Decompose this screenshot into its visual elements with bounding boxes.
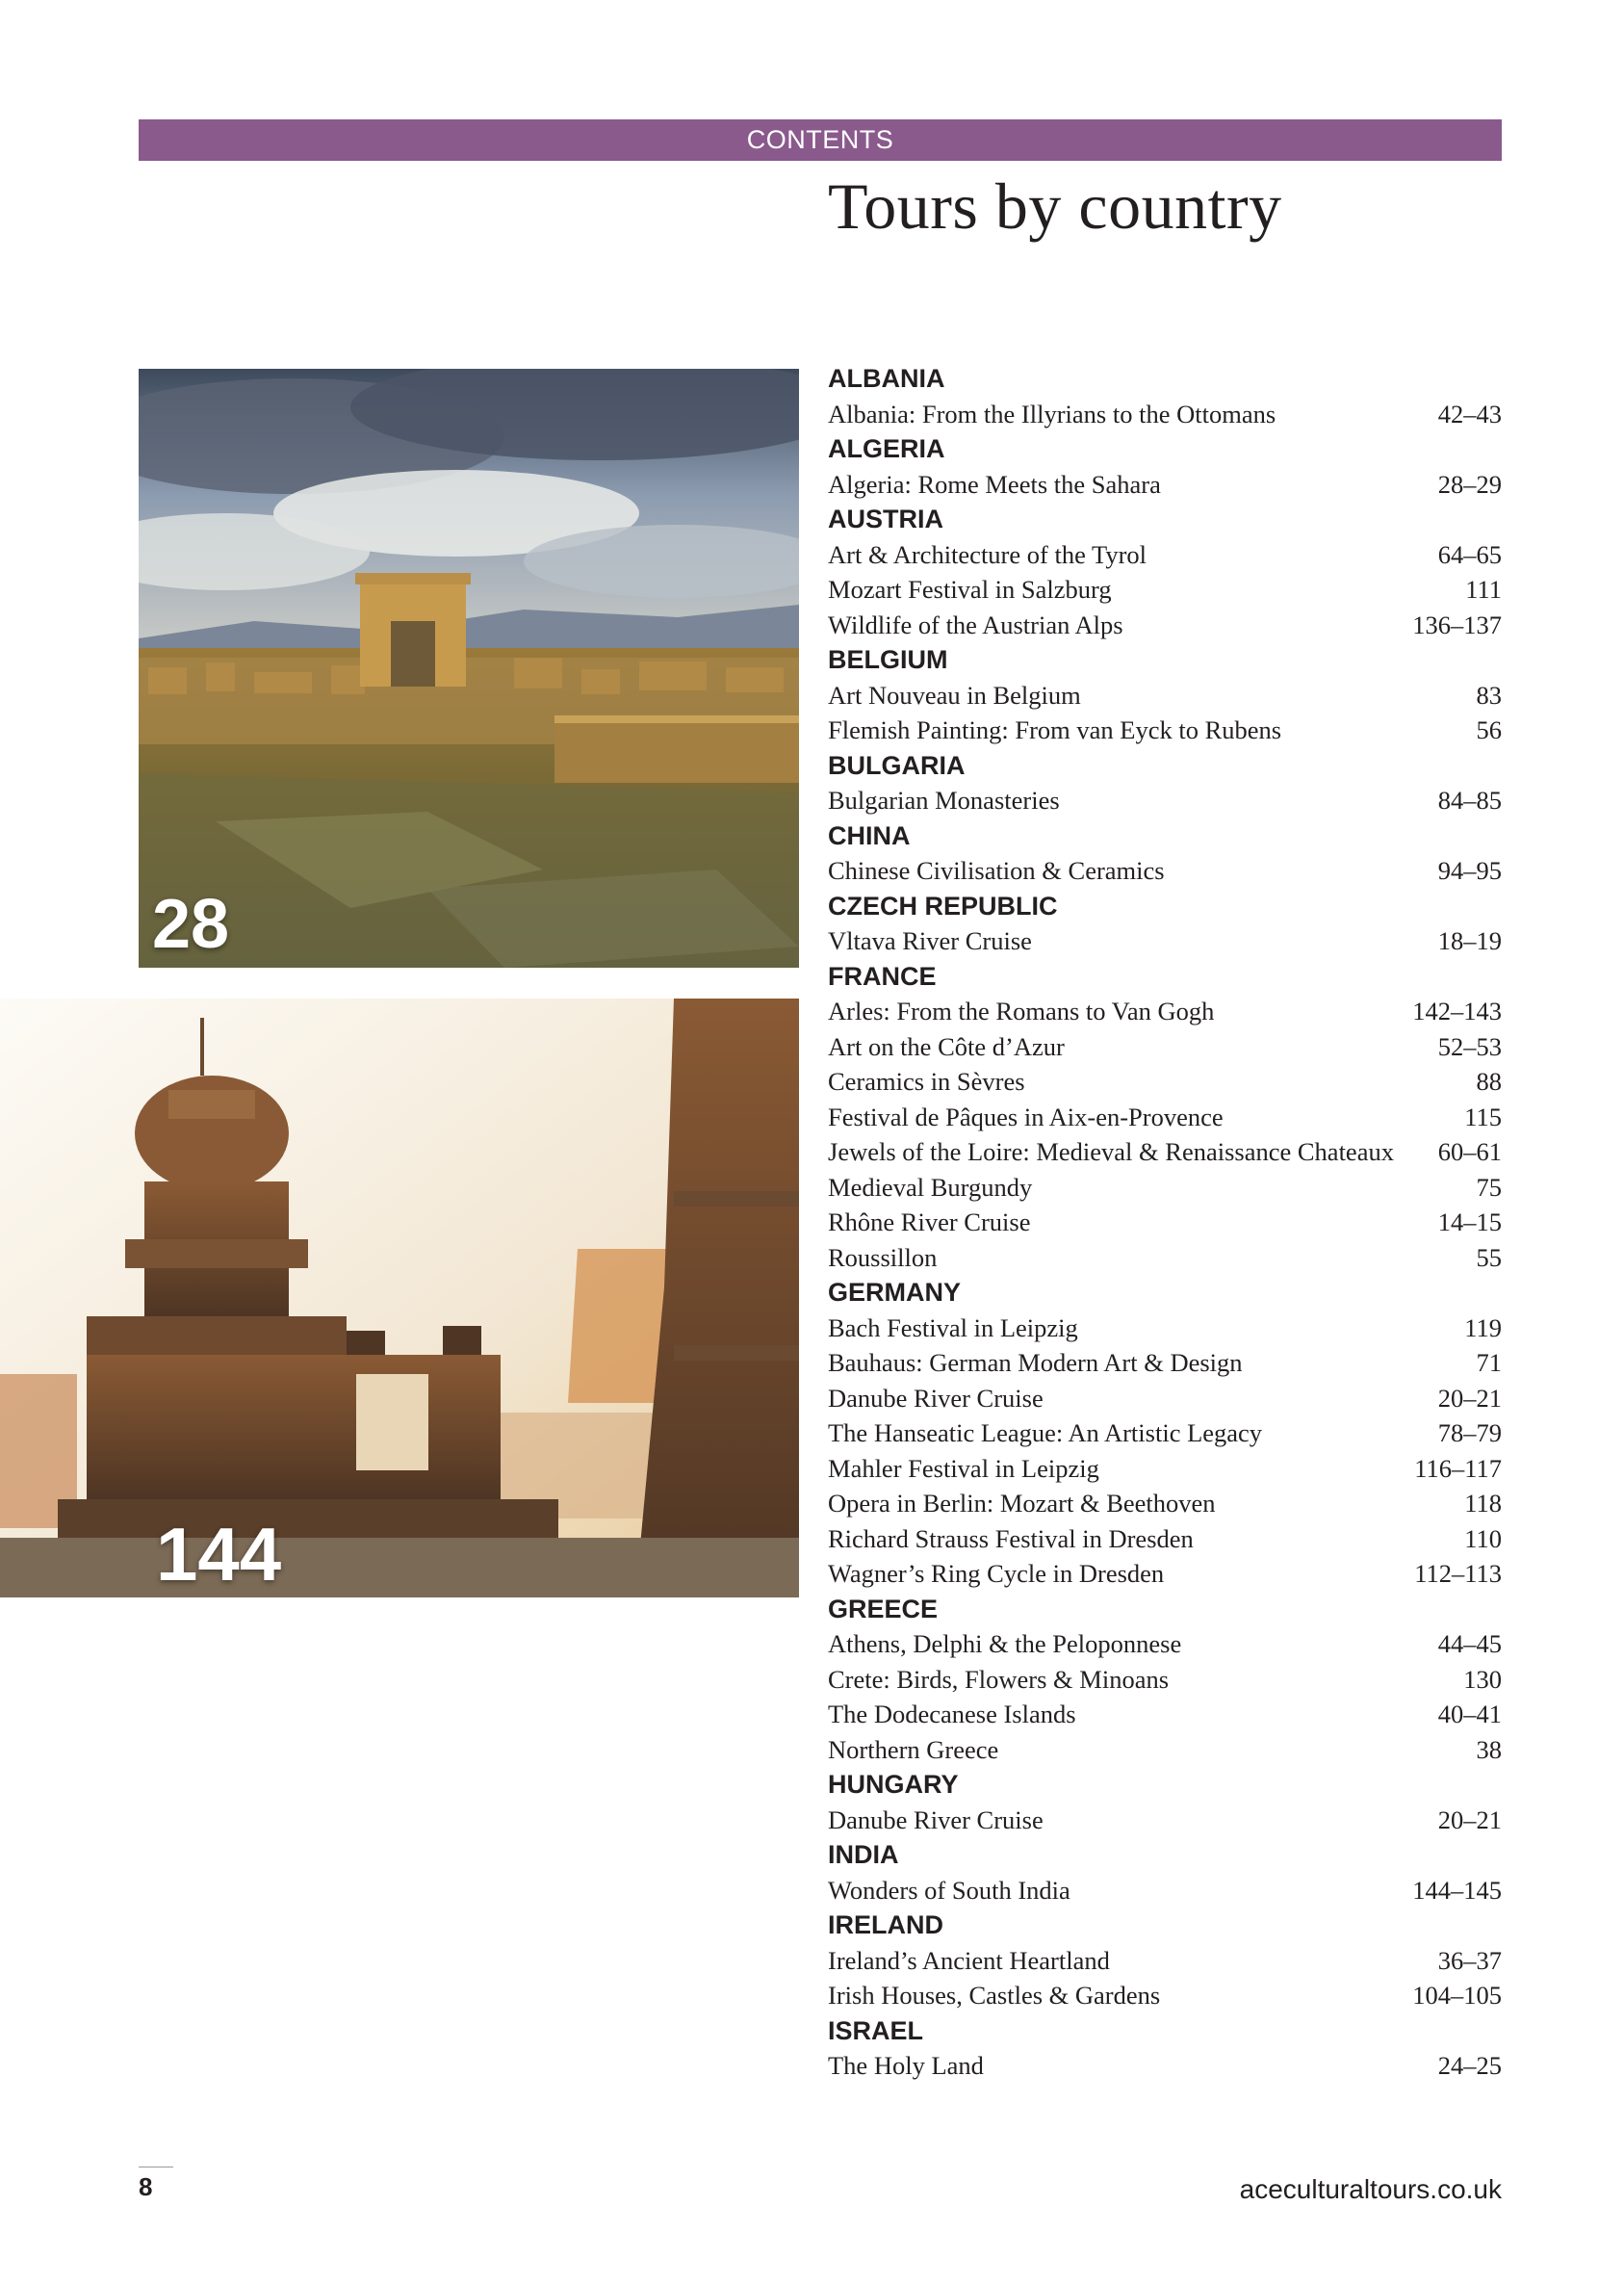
tour-entry[interactable] (828, 678, 1502, 714)
country-heading: INDIA (828, 1840, 899, 1869)
tour-entry[interactable] (828, 853, 1502, 889)
algeria-ruins-photo (139, 369, 799, 968)
tour-entry[interactable] (828, 1732, 1502, 1768)
tour-page-range: 136–137 (1412, 610, 1502, 639)
tour-entry[interactable] (828, 1451, 1502, 1487)
tour-page-range: 116–117 (1414, 1453, 1502, 1483)
tour-page-range: 142–143 (1412, 997, 1502, 1025)
tour-name: Rhône River Cruise (828, 1207, 1031, 1236)
tour-page-range: 14–15 (1437, 1207, 1502, 1236)
tour-page-range: 40–41 (1437, 1700, 1502, 1728)
tour-name: Opera in Berlin: Mozart & Beethoven (828, 1489, 1216, 1518)
tour-name: Art on the Côte d’Azur (828, 1031, 1065, 1061)
tour-page-range: 18–19 (1437, 926, 1502, 955)
tour-entry[interactable] (828, 713, 1502, 748)
tour-page-range: 20–21 (1437, 1804, 1502, 1834)
tour-name: Wagner’s Ring Cycle in Dresden (828, 1559, 1165, 1588)
tour-page-range: 56 (1476, 715, 1502, 744)
tour-name: Richard Strauss Festival in Dresden (828, 1523, 1194, 1553)
contents-banner (139, 119, 1502, 161)
tour-entry[interactable] (828, 1521, 1502, 1557)
tour-name: Vltava River Cruise (828, 926, 1032, 955)
tour-name: Jewels of the Loire: Medieval & Renaissance Chateaux (828, 1137, 1394, 1166)
tour-name: Mahler Festival in Leipzig (828, 1453, 1099, 1483)
tour-entry[interactable] (828, 1415, 1502, 1451)
tour-page-range: 24–25 (1437, 2051, 1502, 2080)
tour-name: Danube River Cruise (828, 1383, 1044, 1413)
tour-name: Ireland’s Ancient Heartland (828, 1945, 1110, 1975)
tour-page-range: 115 (1464, 1102, 1502, 1131)
tour-entry[interactable] (828, 572, 1502, 608)
country-heading: GREECE (828, 1594, 939, 1623)
tour-entry[interactable] (828, 1873, 1502, 1908)
tour-entry[interactable] (828, 1134, 1502, 1170)
tour-page-range: 84–85 (1437, 786, 1502, 815)
tour-page-range: 44–45 (1437, 1629, 1502, 1658)
country-heading: ALGERIA (828, 434, 945, 463)
country-heading: AUSTRIA (828, 505, 943, 533)
tour-name: Albania: From the Illyrians to the Ottomans (828, 399, 1276, 428)
tour-entry[interactable] (828, 1029, 1502, 1065)
tour-name: The Holy Land (828, 2051, 984, 2080)
tour-page-range: 83 (1476, 680, 1502, 710)
photo-page-label: 144 (156, 1512, 282, 1596)
tour-name: Flemish Painting: From van Eyck to Rubens (828, 715, 1282, 744)
country-heading: ISRAEL (828, 2015, 924, 2045)
section-label: CONTENTS (746, 125, 894, 154)
algeria-ruins-image (139, 369, 799, 968)
tour-name: Bulgarian Monasteries (828, 786, 1060, 815)
tour-page-range: 119 (1464, 1312, 1502, 1342)
tour-entry[interactable] (828, 1064, 1502, 1100)
country-heading: CHINA (828, 820, 911, 850)
tour-name: Northern Greece (828, 1734, 999, 1764)
tour-entry[interactable] (828, 783, 1502, 818)
tour-name: Art & Architecture of the Tyrol (828, 539, 1147, 569)
country-heading: HUNGARY (828, 1770, 959, 1799)
tour-name: Athens, Delphi & the Peloponnese (828, 1629, 1182, 1658)
tour-page-range: 71 (1476, 1348, 1502, 1377)
photo-page-label: 28 (152, 886, 230, 963)
tour-name: Chinese Civilisation & Ceramics (828, 856, 1165, 885)
tour-name: Bach Festival in Leipzig (828, 1312, 1078, 1342)
tour-entry[interactable] (828, 1311, 1502, 1346)
tour-name: Art Nouveau in Belgium (828, 680, 1081, 710)
tour-name: Danube River Cruise (828, 1804, 1044, 1834)
tour-name: Algeria: Rome Meets the Sahara (828, 469, 1161, 499)
tour-entry[interactable] (828, 1803, 1502, 1838)
tour-page-range: 118 (1464, 1489, 1502, 1518)
tour-entry[interactable] (828, 1697, 1502, 1732)
tour-page-range: 78–79 (1437, 1418, 1502, 1447)
country-heading: BULGARIA (828, 750, 966, 780)
tour-page-range: 112–113 (1414, 1559, 1502, 1588)
tour-entry[interactable] (828, 1170, 1502, 1206)
tour-entry[interactable] (828, 537, 1502, 573)
country-heading: IRELAND (828, 1910, 943, 1939)
tour-page-range: 52–53 (1437, 1031, 1502, 1061)
tour-name: Mozart Festival in Salzburg (828, 575, 1112, 604)
tour-name: The Dodecanese Islands (828, 1700, 1076, 1728)
tour-name: Crete: Birds, Flowers & Minoans (828, 1664, 1170, 1694)
tour-page-range: 60–61 (1437, 1137, 1502, 1166)
tour-page-range: 110 (1464, 1523, 1502, 1553)
tours-by-country-list (828, 361, 1502, 2084)
tour-name: Irish Houses, Castles & Gardens (828, 1981, 1161, 2010)
tour-entry[interactable] (828, 1662, 1502, 1698)
tour-page-range: 55 (1476, 1242, 1502, 1272)
country-heading: ALBANIA (828, 364, 945, 393)
tour-entry[interactable] (828, 467, 1502, 503)
tour-entry[interactable] (828, 1381, 1502, 1416)
tour-page-range: 88 (1476, 1067, 1502, 1096)
india-temple-image (0, 999, 799, 1597)
country-heading: CZECH REPUBLIC (828, 891, 1058, 921)
tour-page-range: 38 (1476, 1734, 1502, 1764)
page-title: Tours by country (828, 169, 1282, 243)
tour-entry[interactable] (828, 397, 1502, 432)
website-url: aceculturaltours.co.uk (1239, 2174, 1502, 2204)
country-heading: BELGIUM (828, 645, 948, 674)
tour-page-range: 64–65 (1437, 539, 1502, 569)
tour-name: Festival de Pâques in Aix-en-Provence (828, 1102, 1224, 1131)
tour-name: Wonders of South India (828, 1875, 1070, 1905)
tour-entry[interactable] (828, 1240, 1502, 1276)
tour-entry[interactable] (828, 608, 1502, 643)
tour-name: Ceramics in Sèvres (828, 1067, 1025, 1096)
tour-page-range: 42–43 (1437, 399, 1502, 428)
india-temple-photo (0, 999, 799, 1597)
tour-name: Wildlife of the Austrian Alps (828, 610, 1123, 639)
tour-entry[interactable] (828, 1345, 1502, 1381)
country-heading: FRANCE (828, 961, 937, 991)
tour-name: The Hanseatic League: An Artistic Legacy (828, 1418, 1263, 1447)
tour-entry[interactable] (828, 1205, 1502, 1240)
tour-entry[interactable] (828, 1556, 1502, 1592)
tour-page-range: 28–29 (1437, 469, 1502, 499)
tour-entry[interactable] (828, 923, 1502, 959)
tour-name: Bauhaus: German Modern Art & Design (828, 1348, 1243, 1377)
country-heading: GERMANY (828, 1278, 962, 1307)
tour-name: Medieval Burgundy (828, 1172, 1033, 1202)
tour-entry[interactable] (828, 1486, 1502, 1521)
tour-page-range: 94–95 (1437, 856, 1502, 885)
tour-name: Roussillon (828, 1242, 938, 1272)
tour-entry[interactable] (828, 994, 1502, 1029)
tour-page-range: 75 (1476, 1172, 1502, 1202)
tour-name: Arles: From the Romans to Van Gogh (828, 997, 1215, 1025)
tour-entry[interactable] (828, 1978, 1502, 2013)
tour-page-range: 111 (1465, 575, 1502, 604)
tour-entry[interactable] (828, 1943, 1502, 1979)
tour-entry[interactable] (828, 1626, 1502, 1662)
tour-page-range: 104–105 (1412, 1981, 1502, 2010)
tour-page-range: 36–37 (1437, 1945, 1502, 1975)
tour-entry[interactable] (828, 2048, 1502, 2084)
tour-page-range: 130 (1463, 1664, 1502, 1694)
page-number: 8 (139, 2172, 153, 2201)
tour-entry[interactable] (828, 1100, 1502, 1135)
tour-page-range: 144–145 (1412, 1875, 1502, 1905)
tour-page-range: 20–21 (1437, 1383, 1502, 1413)
